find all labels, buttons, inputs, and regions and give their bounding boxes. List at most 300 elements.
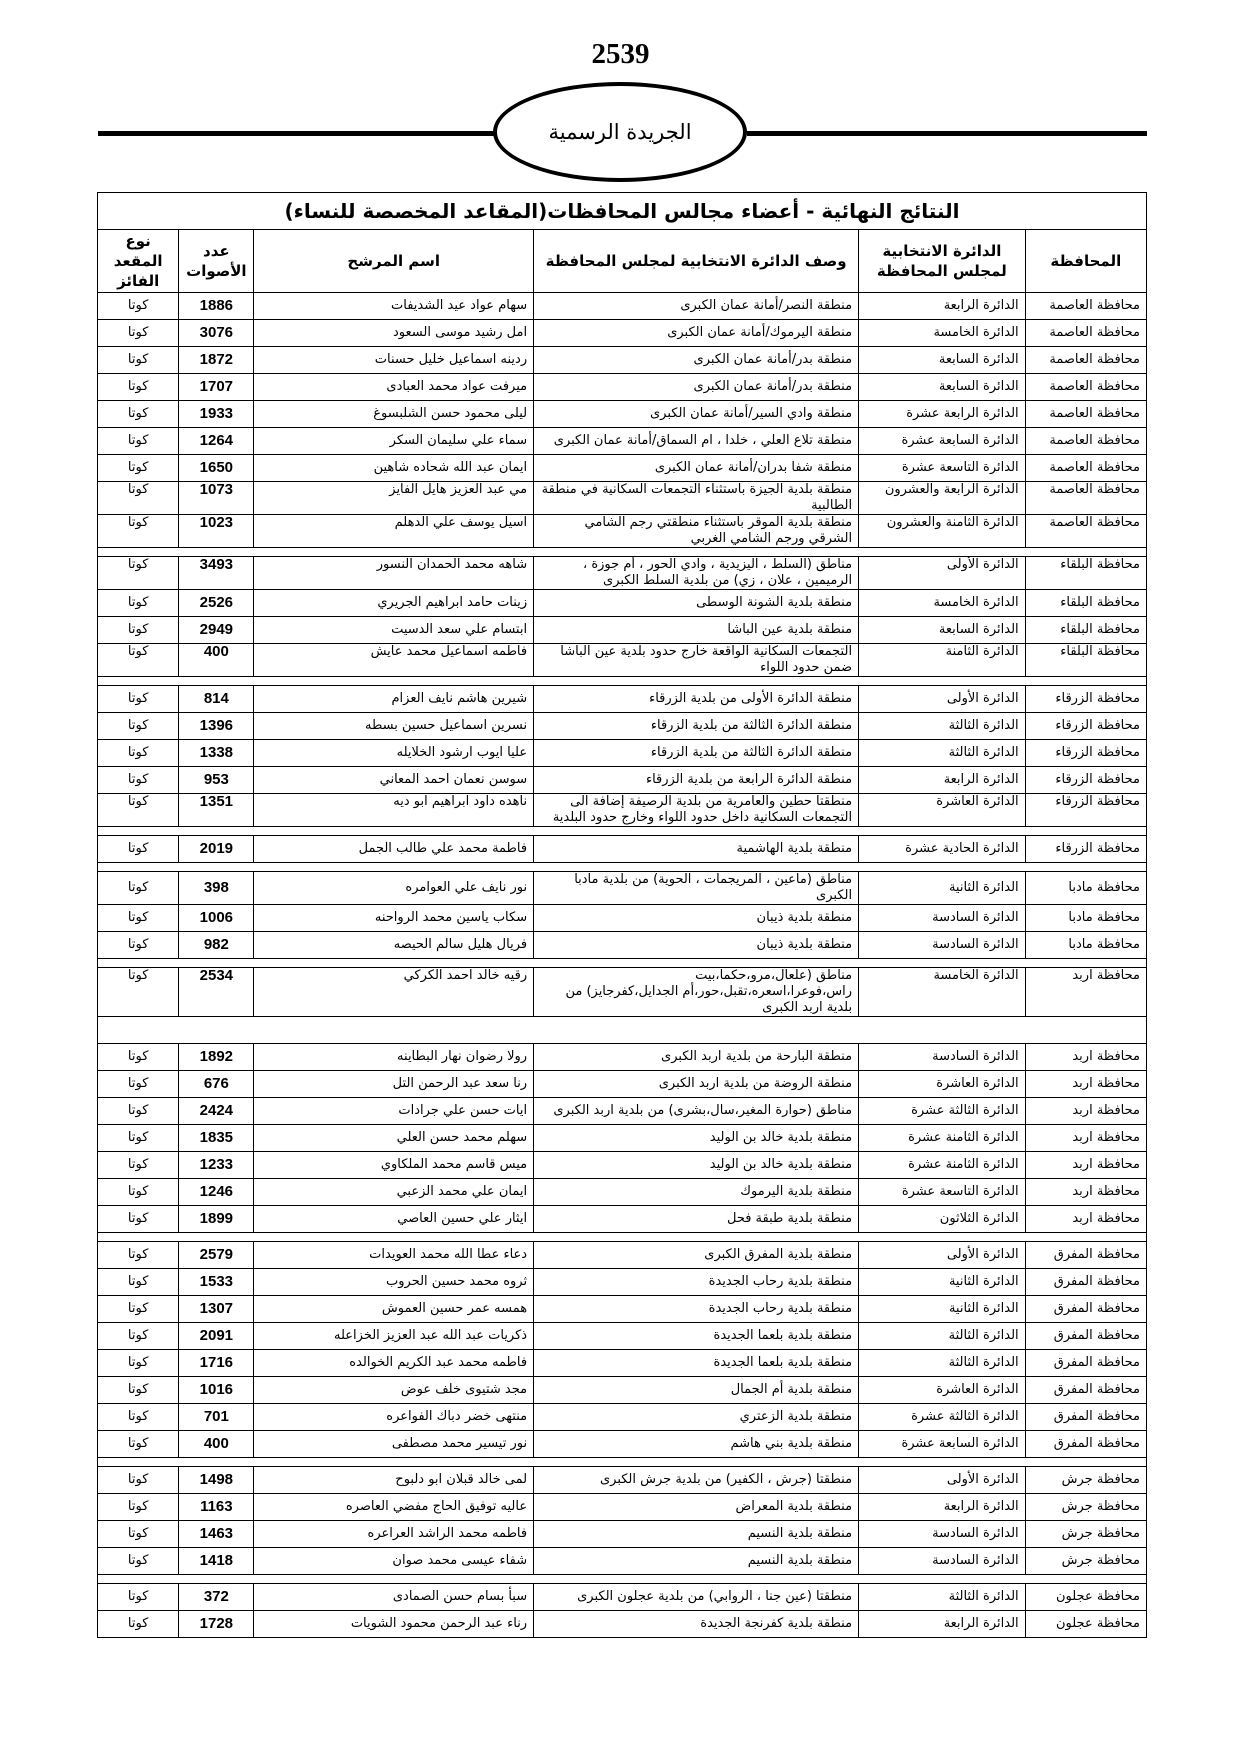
cell-governorate: محافظة العاصمة [1025,455,1146,482]
cell-governorate: محافظة اربد [1025,1206,1146,1233]
cell-description: منطقتا حطين والعامرية من بلدية الرصيفة إضافة الى التجمعات السكانية داخل حدود اللواء وخارج حدود البلدية [534,794,859,827]
cell-description: منطقة الروضة من بلدية اربد الكبرى [534,1071,859,1098]
cell-governorate: محافظة اربد [1025,1071,1146,1098]
cell-description: منطقة البارحة من بلدية اربد الكبرى [534,1044,859,1071]
cell-seat-type: كوتا [98,872,179,905]
cell-seat-type: كوتا [98,968,179,1017]
cell-district: الدائرة السادسة [859,1044,1026,1071]
cell-governorate: محافظة عجلون [1025,1584,1146,1611]
cell-candidate: ايات حسن علي جرادات [254,1098,534,1125]
cell-candidate: عاليه توفيق الحاج مفضي العاصره [254,1494,534,1521]
cell-district: الدائرة الثامنة [859,644,1026,677]
cell-governorate: محافظة الزرقاء [1025,794,1146,827]
cell-votes: 2091 [179,1323,254,1350]
cell-governorate: محافظة المفرق [1025,1431,1146,1458]
cell-description: منطقة بلدية المعراض [534,1494,859,1521]
table-row [98,740,1147,767]
cell-description: منطقة بلدية أم الجمال [534,1377,859,1404]
cell-candidate: سوسن نعمان احمد المعاني [254,767,534,794]
cell-description: منطقة بلدية الهاشمية [534,836,859,863]
cell-description: منطقة تلاع العلي ، خلدا ، ام السماق/أمانة عمان الكبرى [534,428,859,455]
cell-governorate: محافظة المفرق [1025,1323,1146,1350]
cell-governorate: محافظة اربد [1025,1044,1146,1071]
cell-description: منطقة الدائرة الثالثة من بلدية الزرقاء [534,713,859,740]
cell-description: منطقة الدائرة الثالثة من بلدية الزرقاء [534,740,859,767]
cell-description: منطقة بلدية ذيبان [534,932,859,959]
cell-governorate: محافظة العاصمة [1025,347,1146,374]
cell-district: الدائرة الثامنة والعشرون [859,515,1026,548]
group-separator [98,1233,1147,1242]
cell-description: التجمعات السكانية الواقعة خارج حدود بلدية عين الباشا ضمن حدود اللواء [534,644,859,677]
group-separator-cell [98,863,1147,872]
group-separator-cell [98,1233,1147,1242]
table-row [98,686,1147,713]
cell-seat-type: كوتا [98,320,179,347]
header-rule-right [747,131,1147,136]
cell-district: الدائرة الثالثة [859,1350,1026,1377]
cell-candidate: ميرفت عواد محمد العبادى [254,374,534,401]
cell-votes: 1418 [179,1548,254,1575]
cell-governorate: محافظة البلقاء [1025,590,1146,617]
cell-description: منطقة بدر/أمانة عمان الكبرى [534,374,859,401]
cell-governorate: محافظة المفرق [1025,1350,1146,1377]
cell-seat-type: كوتا [98,515,179,548]
table-row [98,713,1147,740]
cell-description: منطقة بلدية خالد بن الوليد [534,1125,859,1152]
cell-governorate: محافظة اربد [1025,968,1146,1017]
cell-governorate: محافظة اربد [1025,1098,1146,1125]
cell-governorate: محافظة عجلون [1025,1611,1146,1638]
cell-governorate: محافظة مادبا [1025,872,1146,905]
cell-candidate: رولا رضوان نهار البطاينه [254,1044,534,1071]
results-table [97,192,1147,1638]
cell-governorate: محافظة العاصمة [1025,401,1146,428]
cell-governorate: محافظة مادبا [1025,905,1146,932]
cell-description: منطقة بلدية بلعما الجديدة [534,1323,859,1350]
cell-governorate: محافظة المفرق [1025,1269,1146,1296]
cell-votes: 1006 [179,905,254,932]
cell-votes: 982 [179,932,254,959]
cell-seat-type: كوتا [98,740,179,767]
col-header-governorate: المحافظة [1025,230,1146,293]
cell-description: منطقة بلدية النسيم [534,1521,859,1548]
cell-candidate: سهام عواد عيد الشديفات [254,293,534,320]
cell-district: الدائرة الثامنة عشرة [859,1152,1026,1179]
table-title: النتائج النهائية - أعضاء مجالس المحافظات(المقاعد المخصصة للنساء) [98,193,1147,230]
cell-votes: 1707 [179,374,254,401]
table-row [98,1269,1147,1296]
table-row [98,557,1147,590]
cell-candidate: سكاب ياسين محمد الرواحنه [254,905,534,932]
cell-governorate: محافظة البلقاء [1025,644,1146,677]
cell-votes: 1533 [179,1269,254,1296]
col-header-candidate: اسم المرشح [254,230,534,293]
cell-votes: 400 [179,644,254,677]
cell-description: مناطق (حوارة المغير،سال،بشرى) من بلدية اربد الكبرى [534,1098,859,1125]
cell-governorate: محافظة جرش [1025,1521,1146,1548]
cell-seat-type: كوتا [98,1584,179,1611]
header-rule-left [98,131,496,136]
cell-seat-type: كوتا [98,767,179,794]
cell-district: الدائرة السابعة عشرة [859,428,1026,455]
table-row [98,905,1147,932]
cell-votes: 1233 [179,1152,254,1179]
cell-candidate: زينات حامد ابراهيم الجريري [254,590,534,617]
table-row [98,515,1147,548]
cell-district: الدائرة العاشرة [859,794,1026,827]
cell-votes: 398 [179,872,254,905]
cell-votes: 1886 [179,293,254,320]
table-row [98,320,1147,347]
cell-votes: 1899 [179,1206,254,1233]
cell-votes: 1933 [179,401,254,428]
table-row [98,1377,1147,1404]
cell-governorate: محافظة اربد [1025,1125,1146,1152]
cell-seat-type: كوتا [98,1098,179,1125]
table-row [98,1323,1147,1350]
cell-candidate: دعاء عطا الله محمد العويدات [254,1242,534,1269]
cell-district: الدائرة الثالثة [859,740,1026,767]
cell-seat-type: كوتا [98,1404,179,1431]
cell-seat-type: كوتا [98,1044,179,1071]
group-separator [98,1575,1147,1584]
table-row [98,1125,1147,1152]
cell-seat-type: كوتا [98,794,179,827]
cell-governorate: محافظة جرش [1025,1494,1146,1521]
cell-seat-type: كوتا [98,428,179,455]
cell-description: منطقتا (عين جنا ، الروابي) من بلدية عجلون الكبرى [534,1584,859,1611]
cell-description: منطقة الدائرة الأولى من بلدية الزرقاء [534,686,859,713]
cell-district: الدائرة الأولى [859,1467,1026,1494]
cell-votes: 2424 [179,1098,254,1125]
cell-description: منطقة وادي السير/أمانة عمان الكبرى [534,401,859,428]
cell-seat-type: كوتا [98,1206,179,1233]
cell-candidate: نور نايف علي العوامره [254,872,534,905]
cell-district: الدائرة الأولى [859,686,1026,713]
cell-candidate: فريال هليل سالم الحيصه [254,932,534,959]
table-row [98,455,1147,482]
cell-seat-type: كوتا [98,713,179,740]
cell-votes: 953 [179,767,254,794]
cell-votes: 372 [179,1584,254,1611]
cell-district: الدائرة السابعة [859,347,1026,374]
table-row [98,374,1147,401]
cell-votes: 1892 [179,1044,254,1071]
table-row [98,1404,1147,1431]
cell-candidate: امل رشيد موسى السعود [254,320,534,347]
cell-candidate: ايثار علي حسين العاصي [254,1206,534,1233]
cell-description: منطقة النصر/أمانة عمان الكبرى [534,293,859,320]
cell-district: الدائرة الثانية [859,1296,1026,1323]
cell-district: الدائرة الخامسة [859,590,1026,617]
cell-district: الدائرة الثانية [859,1269,1026,1296]
table-row [98,872,1147,905]
cell-seat-type: كوتا [98,1467,179,1494]
cell-seat-type: كوتا [98,1548,179,1575]
cell-votes: 2579 [179,1242,254,1269]
cell-votes: 1396 [179,713,254,740]
cell-governorate: محافظة اربد [1025,1152,1146,1179]
cell-seat-type: كوتا [98,482,179,515]
cell-votes: 1264 [179,428,254,455]
cell-seat-type: كوتا [98,932,179,959]
cell-district: الدائرة الثالثة [859,1323,1026,1350]
cell-district: الدائرة الخامسة [859,968,1026,1017]
cell-description: منطقتا (جرش ، الكفير) من بلدية جرش الكبرى [534,1467,859,1494]
table-row [98,1152,1147,1179]
cell-votes: 1835 [179,1125,254,1152]
cell-candidate: شيرين هاشم نايف العزام [254,686,534,713]
cell-candidate: ناهده داود ابراهيم ابو ديه [254,794,534,827]
cell-seat-type: كوتا [98,1269,179,1296]
page-number: 2539 [591,38,650,70]
cell-votes: 1650 [179,455,254,482]
group-separator [98,1017,1147,1044]
cell-votes: 2526 [179,590,254,617]
cell-votes: 1246 [179,1179,254,1206]
cell-district: الدائرة السادسة [859,905,1026,932]
cell-seat-type: كوتا [98,1242,179,1269]
cell-governorate: محافظة العاصمة [1025,482,1146,515]
cell-governorate: محافظة العاصمة [1025,293,1146,320]
cell-votes: 1716 [179,1350,254,1377]
cell-votes: 400 [179,1431,254,1458]
cell-district: الدائرة الرابعة عشرة [859,401,1026,428]
cell-description: منطقة بلدية اليرموك [534,1179,859,1206]
cell-seat-type: كوتا [98,1350,179,1377]
cell-candidate: اسيل يوسف علي الدهلم [254,515,534,548]
group-separator [98,1458,1147,1467]
cell-district: الدائرة الرابعة [859,1494,1026,1521]
cell-description: مناطق (ماعين ، المريجمات ، الحوية) من بلدية مادبا الكبرى [534,872,859,905]
cell-description: منطقة بلدية رحاب الجديدة [534,1269,859,1296]
cell-governorate: محافظة العاصمة [1025,374,1146,401]
cell-candidate: سماء علي سليمان السكر [254,428,534,455]
table-row [98,968,1147,1017]
cell-seat-type: كوتا [98,905,179,932]
cell-votes: 2019 [179,836,254,863]
table-row [98,1611,1147,1638]
cell-votes: 1163 [179,1494,254,1521]
group-separator-cell [98,1575,1147,1584]
table-row [98,836,1147,863]
cell-seat-type: كوتا [98,1323,179,1350]
publication-title: الجريدة الرسمية [493,82,747,182]
cell-seat-type: كوتا [98,836,179,863]
cell-candidate: نور تيسير محمد مصطفى [254,1431,534,1458]
cell-candidate: رنا سعد عبد الرحمن التل [254,1071,534,1098]
table-row [98,428,1147,455]
cell-candidate: سهلم محمد حسن العلي [254,1125,534,1152]
cell-votes: 2534 [179,968,254,1017]
cell-district: الدائرة الرابعة والعشرون [859,482,1026,515]
cell-seat-type: كوتا [98,1494,179,1521]
cell-district: الدائرة السادسة [859,1548,1026,1575]
cell-description: منطقة بلدية عين الباشا [534,617,859,644]
group-separator-cell [98,677,1147,686]
table-row [98,1071,1147,1098]
cell-seat-type: كوتا [98,1296,179,1323]
cell-seat-type: كوتا [98,293,179,320]
table-row [98,1467,1147,1494]
table-row [98,794,1147,827]
cell-votes: 1338 [179,740,254,767]
cell-district: الدائرة الخامسة [859,320,1026,347]
cell-candidate: ابتسام علي سعد الدسيت [254,617,534,644]
cell-candidate: ايمان علي محمد الزعبي [254,1179,534,1206]
cell-description: منطقة بلدية المفرق الكبرى [534,1242,859,1269]
cell-governorate: محافظة الزرقاء [1025,686,1146,713]
cell-district: الدائرة الثالثة [859,1584,1026,1611]
cell-description: مناطق (علعال،مرو،حكما،بيت راس،فوعرا،اسعره،تقبل،حور،أم الجدايل،كفرجايز) من بلدية اربد الكبرى [534,968,859,1017]
cell-governorate: محافظة الزرقاء [1025,740,1146,767]
cell-district: الدائرة الثلاثون [859,1206,1026,1233]
table-row [98,1296,1147,1323]
cell-seat-type: كوتا [98,617,179,644]
cell-candidate: شفاء عيسى محمد صوان [254,1548,534,1575]
cell-votes: 676 [179,1071,254,1098]
cell-district: الدائرة الرابعة [859,293,1026,320]
cell-candidate: ميس قاسم محمد الملكاوي [254,1152,534,1179]
cell-governorate: محافظة المفرق [1025,1404,1146,1431]
cell-candidate: منتهى خضر دباك الفواعره [254,1404,534,1431]
header-row [98,230,1147,293]
cell-votes: 814 [179,686,254,713]
table-row [98,1098,1147,1125]
col-header-description: وصف الدائرة الانتخابية لمجلس المحافظة [534,230,859,293]
table-row [98,1494,1147,1521]
cell-seat-type: كوتا [98,1431,179,1458]
cell-district: الدائرة التاسعة عشرة [859,455,1026,482]
cell-district: الدائرة الأولى [859,557,1026,590]
cell-candidate: مي عبد العزيز هايل الفايز [254,482,534,515]
group-separator-cell [98,827,1147,836]
group-separator-cell [98,959,1147,968]
cell-seat-type: كوتا [98,401,179,428]
cell-seat-type: كوتا [98,347,179,374]
cell-votes: 1016 [179,1377,254,1404]
cell-description: منطقة بلدية الجيزة باستثناء التجمعات السكانية في منطقة الطالبية [534,482,859,515]
cell-district: الدائرة السادسة [859,932,1026,959]
group-separator-cell [98,1458,1147,1467]
cell-governorate: محافظة اربد [1025,1179,1146,1206]
cell-candidate: ايمان عبد الله شحاده شاهين [254,455,534,482]
cell-votes: 1307 [179,1296,254,1323]
cell-governorate: محافظة جرش [1025,1548,1146,1575]
table-row [98,617,1147,644]
cell-seat-type: كوتا [98,686,179,713]
cell-description: منطقة بلدية رحاب الجديدة [534,1296,859,1323]
cell-description: منطقة بلدية الزعتري [534,1404,859,1431]
cell-district: الدائرة الثانية [859,872,1026,905]
cell-governorate: محافظة جرش [1025,1467,1146,1494]
group-separator [98,548,1147,557]
cell-seat-type: كوتا [98,374,179,401]
cell-description: منطقة بلدية بلعما الجديدة [534,1350,859,1377]
table-row [98,767,1147,794]
col-header-votes: عدد الأصوات [179,230,254,293]
cell-candidate: مجد شتيوى خلف عوض [254,1377,534,1404]
cell-candidate: ذكريات عبد الله عبد العزيز الخزاعله [254,1323,534,1350]
cell-description: منطقة بلدية ذيبان [534,905,859,932]
cell-district: الدائرة الثالثة عشرة [859,1404,1026,1431]
cell-governorate: محافظة المفرق [1025,1296,1146,1323]
col-header-district: الدائرة الانتخابية لمجلس المحافظة [859,230,1026,293]
cell-district: الدائرة السابعة [859,374,1026,401]
table-row [98,1242,1147,1269]
cell-district: الدائرة السادسة [859,1521,1026,1548]
table-row [98,347,1147,374]
cell-description: منطقة بلدية النسيم [534,1548,859,1575]
cell-votes: 1073 [179,482,254,515]
cell-governorate: محافظة الزرقاء [1025,713,1146,740]
cell-seat-type: كوتا [98,1152,179,1179]
cell-seat-type: كوتا [98,1071,179,1098]
table-row [98,644,1147,677]
cell-district: الدائرة الرابعة [859,1611,1026,1638]
cell-candidate: ردينه اسماعيل خليل حسنات [254,347,534,374]
cell-description: منطقة شفا بدران/أمانة عمان الكبرى [534,455,859,482]
cell-seat-type: كوتا [98,1521,179,1548]
table-row [98,1521,1147,1548]
cell-candidate: ليلى محمود حسن الشلبسوغ [254,401,534,428]
cell-governorate: محافظة العاصمة [1025,320,1146,347]
cell-votes: 3493 [179,557,254,590]
cell-candidate: فاطمه محمد عبد الكريم الخوالده [254,1350,534,1377]
cell-seat-type: كوتا [98,557,179,590]
cell-description: منطقة بلدية كفرنجة الجديدة [534,1611,859,1638]
cell-district: الدائرة السابعة عشرة [859,1431,1026,1458]
cell-candidate: لمى خالد قبلان ابو دلبوح [254,1467,534,1494]
cell-governorate: محافظة العاصمة [1025,428,1146,455]
cell-votes: 3076 [179,320,254,347]
table-row [98,932,1147,959]
cell-seat-type: كوتا [98,1377,179,1404]
cell-votes: 1498 [179,1467,254,1494]
table-row [98,590,1147,617]
table-row [98,1179,1147,1206]
cell-seat-type: كوتا [98,644,179,677]
table-row [98,1548,1147,1575]
cell-votes: 1023 [179,515,254,548]
cell-candidate: فاطمة محمد علي طالب الجمل [254,836,534,863]
cell-candidate: سبأ بسام حسن الصمادى [254,1584,534,1611]
cell-votes: 1463 [179,1521,254,1548]
cell-description: منطقة بلدية الموقر باستثناء منطقتي رجم الشامي الشرقي ورجم الشامي الغربي [534,515,859,548]
cell-description: منطقة بلدية الشونة الوسطى [534,590,859,617]
cell-district: الدائرة الثالثة [859,713,1026,740]
cell-governorate: محافظة العاصمة [1025,515,1146,548]
cell-description: منطقة بلدية بني هاشم [534,1431,859,1458]
table-row [98,1584,1147,1611]
cell-governorate: محافظة مادبا [1025,932,1146,959]
cell-candidate: عليا ايوب ارشود الخلايله [254,740,534,767]
table-row [98,293,1147,320]
group-separator [98,959,1147,968]
table-row [98,1206,1147,1233]
cell-seat-type: كوتا [98,1611,179,1638]
results-table-container [97,192,1147,1638]
cell-candidate: نسرين اسماعيل حسين بسطه [254,713,534,740]
cell-votes: 1872 [179,347,254,374]
cell-candidate: همسه عمر حسين العموش [254,1296,534,1323]
cell-description: منطقة الدائرة الرابعة من بلدية الزرقاء [534,767,859,794]
cell-candidate: رناء عبد الرحمن محمود الشويات [254,1611,534,1638]
cell-district: الدائرة العاشرة [859,1377,1026,1404]
cell-district: الدائرة الحادية عشرة [859,836,1026,863]
cell-description: منطقة بلدية خالد بن الوليد [534,1152,859,1179]
cell-votes: 1351 [179,794,254,827]
